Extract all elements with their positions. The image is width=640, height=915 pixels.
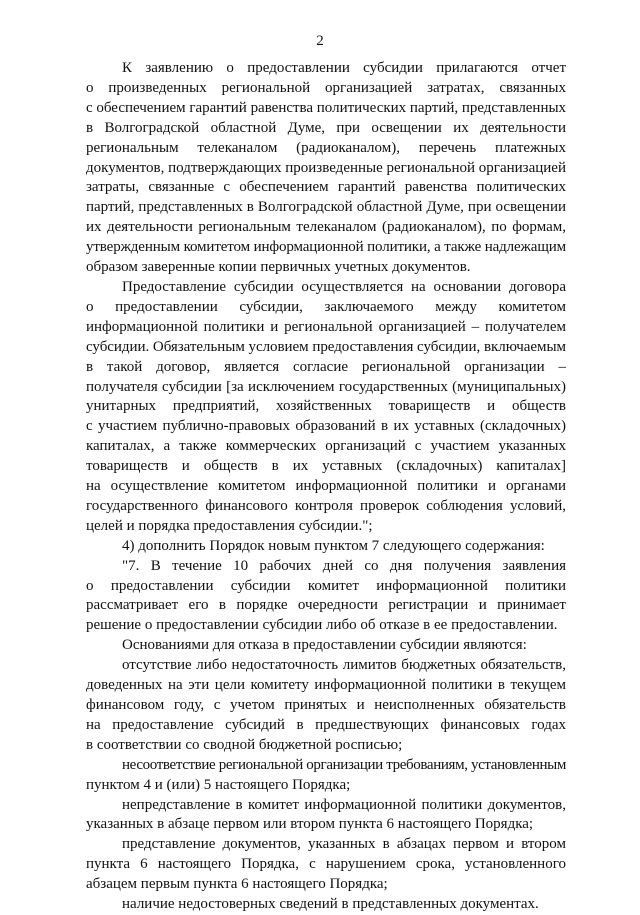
text-line: получателя субсидии [за исключением государственных (муниципальных) <box>86 378 566 395</box>
text-line: решение о предоставлении субсидии либо об отказе в ее предоставлении. <box>86 617 558 634</box>
paragraph-p8 <box>86 796 566 836</box>
text-line: доведенных на эти цели комитету информационной политики в текущем <box>86 677 566 694</box>
text-line: пунктом 4 и (или) 5 настоящего Порядка; <box>86 776 351 793</box>
text-line: в такой договор, является согласие региональной организации – <box>86 358 566 375</box>
text-line: К заявлению о предоставлении субсидии прилагаются отчет <box>122 60 566 76</box>
text-line: абзацем первым пункта 6 настоящего Порядка; <box>86 876 388 893</box>
text-line: о произведенных региональной организацией затратах, связанных <box>86 79 566 96</box>
paragraph-p5 <box>86 636 566 656</box>
paragraph-p1 <box>86 59 566 278</box>
text-line: Основаниями для отказа в предоставлении субсидии являются: <box>122 637 527 654</box>
text-line: их деятельности региональным телеканалом (радиоканалом), по формам, <box>86 219 566 236</box>
text-line: в Волгоградской областной Думе, при освещении их деятельности <box>86 119 566 136</box>
text-line: рассматривает его в порядке очередности регистрации и принимает <box>86 597 566 614</box>
text-line: партий, представленных в Волгоградской областной Думе, при освещении <box>86 199 566 216</box>
text-line: субсидии. Обязательным условием предоставления субсидии, включаемым <box>86 338 566 355</box>
text-line: финансовом году, с учетом принятых и неисполненных обязательств <box>86 697 566 713</box>
text-line: региональным телеканалом (радиоканалом), перечень платежных <box>86 139 566 156</box>
text-line: затраты, связанные с обеспечением гарантий равенства политических <box>86 179 566 196</box>
text-line: несоответствие региональной организации требованиям, установленным <box>122 756 566 773</box>
document-body <box>86 59 566 915</box>
paragraph-p9 <box>86 835 566 895</box>
text-line: утвержденным комитетом информационной политики, а также надлежащим <box>86 239 567 256</box>
text-line: о предоставлении субсидии, заключаемого между комитетом <box>86 298 566 315</box>
paragraph-p4 <box>86 557 566 637</box>
text-line: государственного финансового контроля проверок соблюдения условий, <box>86 497 566 514</box>
text-line: с участием публично-правовых образований в их уставных (складочных) <box>86 418 566 435</box>
text-line: представление документов, указанных в абзацах первом и втором <box>122 836 566 853</box>
text-line: на осуществление комитетом информационной политики и органами <box>86 478 566 495</box>
paragraph-p6 <box>86 656 566 756</box>
text-line: "7. В течение 10 рабочих дней со дня получения заявления <box>122 557 566 574</box>
text-line: наличие недостоверных сведений в представленных документах. <box>122 896 539 913</box>
text-line: в соответствии со сводной бюджетной росписью; <box>86 736 403 753</box>
text-line: унитарных предприятий, хозяйственных товариществ и обществ <box>86 398 566 415</box>
paragraph-p10 <box>86 895 566 915</box>
text-line: на предоставление субсидий в предшествующих финансовых годах <box>86 716 566 733</box>
paragraph-p2 <box>86 278 566 537</box>
text-line: товариществ и обществ в их уставных (складочных) капиталах] <box>86 458 566 475</box>
text-line: с обеспечением гарантий равенства политических партий, представленных <box>86 99 567 116</box>
text-line: отсутствие либо недостаточность лимитов бюджетных обязательств, <box>122 657 566 674</box>
text-line: целей и порядка предоставления субсидии."; <box>86 517 373 534</box>
paragraph-p3 <box>86 537 566 557</box>
text-line: Предоставление субсидии осуществляется на основании договора <box>122 278 566 295</box>
text-line: о предоставлении субсидии комитет информационной политики <box>86 577 566 594</box>
text-line: указанных в абзаце первом или втором пункта 6 настоящего Порядка; <box>86 816 534 833</box>
text-line: непредставление в комитет информационной политики документов, <box>122 796 566 813</box>
page-number: 2 <box>316 33 324 49</box>
text-line: информационной политики и региональной организацией – получателем <box>86 318 566 335</box>
text-line: 4) дополнить Порядок новым пунктом 7 следующего содержания: <box>122 537 545 554</box>
text-line: образом заверенные копии первичных учетных документов. <box>86 259 471 276</box>
text-line: документов, подтверждающих произведенные региональной организацией <box>86 159 566 176</box>
paragraph-p7 <box>86 756 566 796</box>
text-line: капиталах, а также коммерческих организаций с участием указанных <box>86 438 566 455</box>
text-line: пункта 6 настоящего Порядка, с нарушением срока, установленного <box>86 856 566 873</box>
